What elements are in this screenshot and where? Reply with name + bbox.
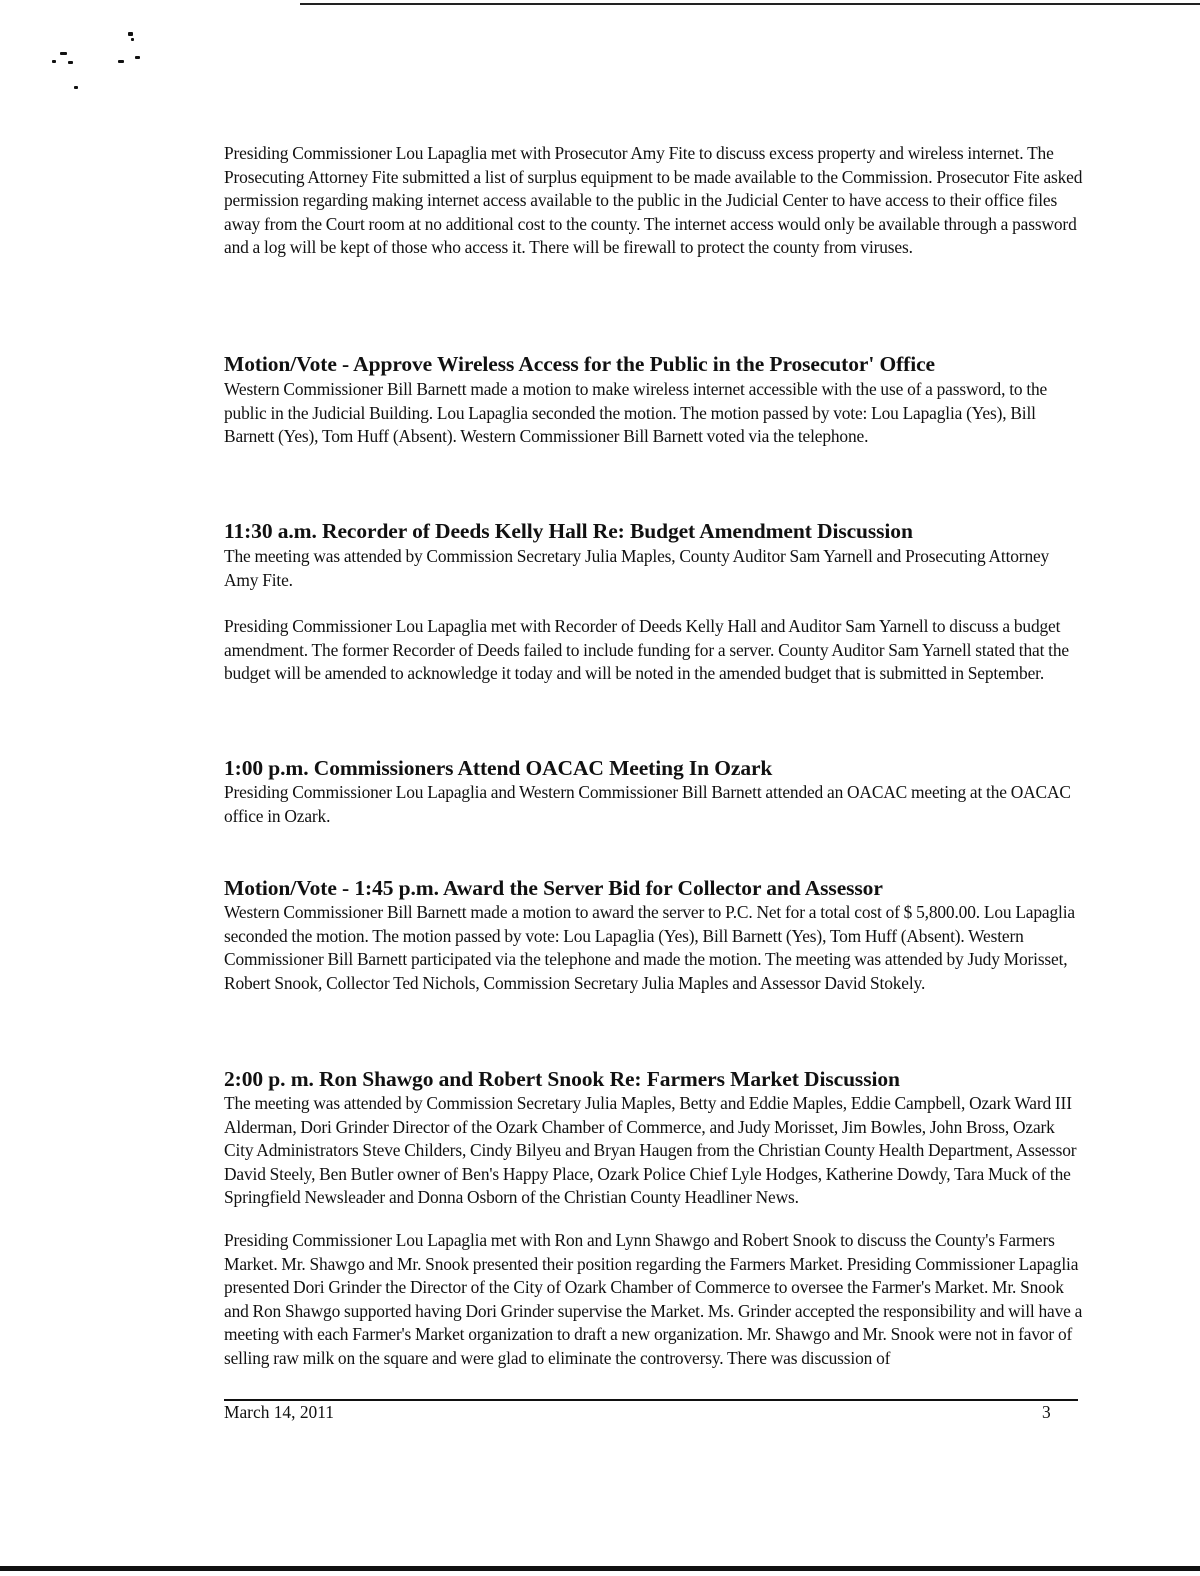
scan-speck <box>52 60 56 63</box>
section-body-farmers-market-attendees: The meeting was attended by Commission Secretary Julia Maples, Betty and Eddie Maples, Eddie Campbell, Ozark Ward III Alderman, Dori Grinder Director of the Ozark Chamber of Commerce, and Judy Morisset, Jim Bowles, John Bross, Ozark City Administrators Steve Childers, Cindy Bilyeu and Bryan Haugen from the Christian County Health Department, Assessor David Steely, Ben Butler owner of Ben's Happy Place, Ozark Police Chief Lyle Hodges, Katherine Dowdy, Tara Muck of the Springfield Newsleader and Donna Osborn of the Christian County Headliner News. <box>224 1093 1077 1207</box>
section-heading-budget-amendment: 11:30 a.m. Recorder of Deeds Kelly Hall Re: Budget Amendment Discussion <box>224 519 913 543</box>
section-heading-farmers-market: 2:00 p. m. Ron Shawgo and Robert Snook Re: Farmers Market Discussion <box>224 1067 900 1091</box>
section-body-server-bid-vote: Western Commissioner Bill Barnett made a motion to award the server to P.C. Net for a total cost of $ 5,800.00. Lou Lapaglia seconded the motion. The motion passed by vote: Lou Lapaglia (Yes), Bill Barnett (Yes), Tom Huff (Absent). Western Commissioner Bill Barnett participated via the telephone and made the motion. The meeting was attended by Judy Morisset, Robert Snook, Collector Ted Nichols, Commission Secretary Julia Maples and Assessor David Stokely. <box>224 902 1075 993</box>
scan-speck <box>118 60 124 63</box>
scan-speck <box>60 52 67 55</box>
scan-speck <box>68 61 73 64</box>
scan-bottom-edge-line <box>0 1566 1200 1571</box>
footer-date: March 14, 2011 <box>224 1402 334 1422</box>
scan-speck <box>128 32 133 36</box>
section-body-budget-amendment-discussion: Presiding Commissioner Lou Lapaglia met with Recorder of Deeds Kelly Hall and Auditor Sam Yarnell to discuss a budget amendment. The former Recorder of Deeds failed to include funding for a server. County Auditor Sam Yarnell stated that the budget will be amended to acknowledge it today and will be noted in the amended budget that is submitted in September. <box>224 616 1069 683</box>
page-number: 3 <box>1042 1402 1051 1422</box>
scan-speck <box>135 56 140 59</box>
section-heading-wireless-access-vote: Motion/Vote - Approve Wireless Access for the Public in the Prosecutor' Office <box>224 352 935 376</box>
scan-speck <box>131 38 134 41</box>
section-body-wireless-access-vote: Western Commissioner Bill Barnett made a motion to make wireless internet accessible with the use of a password, to the public in the Judicial Building. Lou Lapaglia seconded the motion. The motion passed by vote: Lou Lapaglia (Yes), Bill Barnett (Yes), Tom Huff (Absent). Western Commissioner Bill Barnett voted via the telephone. <box>224 379 1048 446</box>
paragraph-prosecutor-meeting: Presiding Commissioner Lou Lapaglia met with Prosecutor Amy Fite to discuss excess property and wireless internet. The Prosecuting Attorney Fite submitted a list of surplus equipment to be made available to the Commission. Prosecutor Fite asked permission regarding making internet access available to the public in the Judicial Center to have access to their office files away from the Court room at no additional cost to the county. The internet access would only be available through a password and a log will be kept of those who access it. There will be firewall to protect the county from viruses. <box>224 143 1083 257</box>
section-body-oacac-meeting: Presiding Commissioner Lou Lapaglia and Western Commissioner Bill Barnett attended an OACAC meeting at the OACAC office in Ozark. <box>224 782 1071 826</box>
section-heading-server-bid-vote: Motion/Vote - 1:45 p.m. Award the Server Bid for Collector and Assessor <box>224 876 883 900</box>
section-body-farmers-market-discussion: Presiding Commissioner Lou Lapaglia met with Ron and Lynn Shawgo and Robert Snook to discuss the County's Farmers Market. Mr. Shawgo and Mr. Snook presented their position regarding the Farmers Market. Presiding Commissioner Lapaglia presented Dori Grinder the Director of the City of Ozark Chamber of Commerce to oversee the Farmer's Market. Mr. Snook and Ron Shawgo supported having Dori Grinder supervise the Market. Ms. Grinder accepted the responsibility and will have a meeting with each Farmer's Market organization to draft a new organization. Mr. Shawgo and Mr. Snook were not in favor of selling raw milk on the square and were glad to eliminate the controversy. There was discussion of <box>224 1230 1083 1368</box>
section-body-budget-amendment-attendees: The meeting was attended by Commission Secretary Julia Maples, County Auditor Sam Yarnell and Prosecuting Attorney Amy Fite. <box>224 546 1050 590</box>
scan-speck <box>74 86 78 89</box>
section-heading-oacac-meeting: 1:00 p.m. Commissioners Attend OACAC Meeting In Ozark <box>224 756 773 780</box>
footer-rule <box>224 1399 1078 1401</box>
scan-top-edge-line <box>300 3 1200 5</box>
